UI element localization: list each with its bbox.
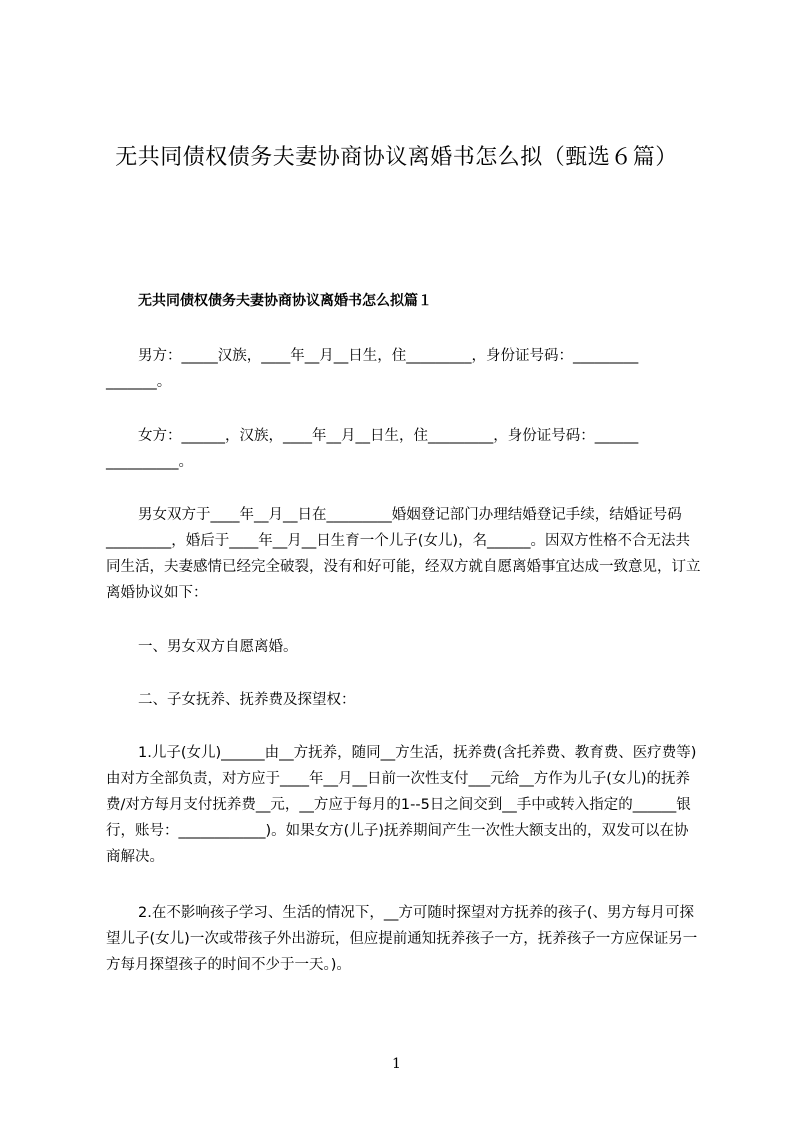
section-heading: 无共同债权债务夫妻协商协议离婚书怎么拟篇１ [138, 293, 432, 309]
clause-two-item-one: 1.儿子(女儿)______由__方抚养，随同__方生活，抚养费(含托养费、教育费、医疗费等)由对方全部负责，对方应于____年__月__日前一次性支付___元给__方作为儿子(女儿)的抚养费/对方每月支付抚养费__元，__方应于每月的1--5日之间交到__手中或转入指定的______银行，账号：____________)。如果女方(儿子)抚养期间产生一次性大额支出的，双发可以在协商解决。 [106, 745, 697, 865]
paragraph-intro: 男女双方于____年__月__日在_________婚姻登记部门办理结婚登记手续，结婚证号码_________，婚后于____年__月__日生育一个儿子(女儿)，名______。因双方性格不合无法共同生活，夫妻感情已经完全破裂，没有和好可能，经双方就自愿离婚事宜达成一致意见，订立离婚协议如下： [106, 507, 701, 601]
clause-two: 二、子女抚养、抚养费及探望权： [138, 692, 356, 708]
clause-one: 一、男女双方自愿离婚。 [138, 639, 298, 655]
page-number: 1 [392, 1056, 401, 1072]
clause-two-item-two: 2.在不影响孩子学习、生活的情况下，__方可随时探望对方抚养的孩子(、男方每月可探望儿子(女儿)一次或带孩子外出游玩，但应提前通知抚养孩子一方，抚养孩子一方应保证另一方每月探望孩子的时间不少于一天。)。 [106, 905, 698, 973]
paragraph-male-party: 男方：_____汉族，____年__月__日生，住_________，身份证号码：_________ _______。 [106, 348, 643, 390]
paragraph-female-party: 女方：______，汉族，____年__月__日生，住_________，身份证号码：______ __________。 [106, 428, 643, 470]
document-title: 无共同债权债务夫妻协商协议离婚书怎么拟（甄选６篇） [115, 145, 678, 170]
